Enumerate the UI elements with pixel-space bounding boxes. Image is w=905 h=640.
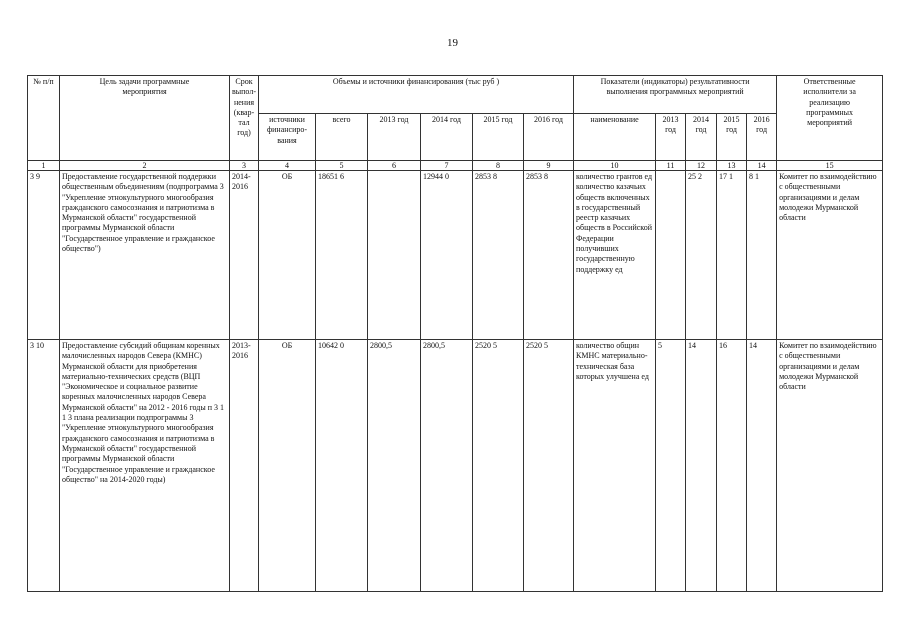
row-indicator-2014: 25 2 [686,171,717,340]
row-2013: 2800,5 [368,340,421,592]
row-2016: 2853 8 [524,171,574,340]
row-num: 3 10 [28,340,60,592]
row-responsible: Комитет по взаимодействию с общественными организациями и делам молодежи Мурманской области [777,171,883,340]
row-total: 18651 6 [316,171,368,340]
row-indicator-2013: 5 [656,340,686,592]
col-number: 13 [717,161,747,171]
header-total: всего [316,114,368,161]
row-indicator-2015: 17 1 [717,171,747,340]
col-number: 6 [368,161,421,171]
header-term: Срок выпол- нения (квар- тал год) [230,76,259,161]
row-source: ОБ [259,171,316,340]
header-sources: источники финансиро- вания [259,114,316,161]
row-2016: 2520 5 [524,340,574,592]
header-indicator-2013: 2013 год [656,114,686,161]
col-number: 2 [60,161,230,171]
header-indicator-name: наименование [574,114,656,161]
row-indicator-2016: 8 1 [747,171,777,340]
row-indicator: количество общин КМНС материально-техническая база которых улучшена ед [574,340,656,592]
row-responsible: Комитет по взаимодействию с общественными организациями и делам молодежи Мурманской области [777,340,883,592]
row-term: 2013- 2016 [230,340,259,592]
header-indicator-2015: 2015 год [717,114,747,161]
row-2014: 2800,5 [421,340,473,592]
col-number: 15 [777,161,883,171]
row-term: 2014- 2016 [230,171,259,340]
row-indicator: количество грантов ед количество казачьих обществ включенных в государственный реестр казачьих обществ в Российской Федерации получивших государственную поддержку ед [574,171,656,340]
row-indicator-2014: 14 [686,340,717,592]
col-number: 1 [28,161,60,171]
row-2015: 2520 5 [473,340,524,592]
row-2014: 12944 0 [421,171,473,340]
col-number: 5 [316,161,368,171]
col-number: 9 [524,161,574,171]
row-num: 3 9 [28,171,60,340]
table-row [28,171,883,340]
page-number: 19 [447,37,458,49]
row-goal: Предоставление субсидий общинам коренных малочисленных народов Севера (КМНС) Мурманской области для приобретения материально-технических средств (ВЦП "Экономическое и социальное развитие коренных малочисленных народов Севера Мурманской области" на 2012 - 2016 годы п 3 1 1 3 плана реализации подпрограммы 3 "Укрепление этнокультурного многообразия гражданского самосознания и патриотизма в Мурманской области" государственной программы Мурманской области "Государственное управление и гражданское общество" на 2014-2020 годы) [60,340,230,592]
row-2015: 2853 8 [473,171,524,340]
header-row-1 [28,76,883,114]
header-goal: Цель задачи программные мероприятия [60,76,230,161]
col-number: 3 [230,161,259,171]
row-goal: Предоставление государственной поддержки общественным объединениям (подпрограмма 3 "Укрепление этнокультурного многообразия гражданского самосознания и патриотизма в Мурманской области" государственной программы Мурманской области "Государственное управление и гражданское общество") [60,171,230,340]
col-number: 14 [747,161,777,171]
header-2015: 2015 год [473,114,524,161]
header-responsible: Ответственные исполнители за реализацию программных мероприятий [777,76,883,161]
header-indicator-2014: 2014 год [686,114,717,161]
header-financing-group: Объемы и источники финансирования (тыс руб ) [259,76,574,114]
row-indicator-2013 [656,171,686,340]
col-number: 8 [473,161,524,171]
column-numbers-row [28,161,883,171]
program-measures-table [27,75,883,592]
row-total: 10642 0 [316,340,368,592]
row-indicator-2015: 16 [717,340,747,592]
col-number: 10 [574,161,656,171]
header-2016: 2016 год [524,114,574,161]
table-row [28,340,883,592]
col-number: 12 [686,161,717,171]
row-indicator-2016: 14 [747,340,777,592]
col-number: 4 [259,161,316,171]
header-2014: 2014 год [421,114,473,161]
row-source: ОБ [259,340,316,592]
col-number: 7 [421,161,473,171]
header-indicators-group: Показатели (индикаторы) результативности выполнения программных мероприятий [574,76,777,114]
header-indicator-2016: 2016 год [747,114,777,161]
header-num: № п/п [28,76,60,161]
col-number: 11 [656,161,686,171]
header-2013: 2013 год [368,114,421,161]
row-2013 [368,171,421,340]
